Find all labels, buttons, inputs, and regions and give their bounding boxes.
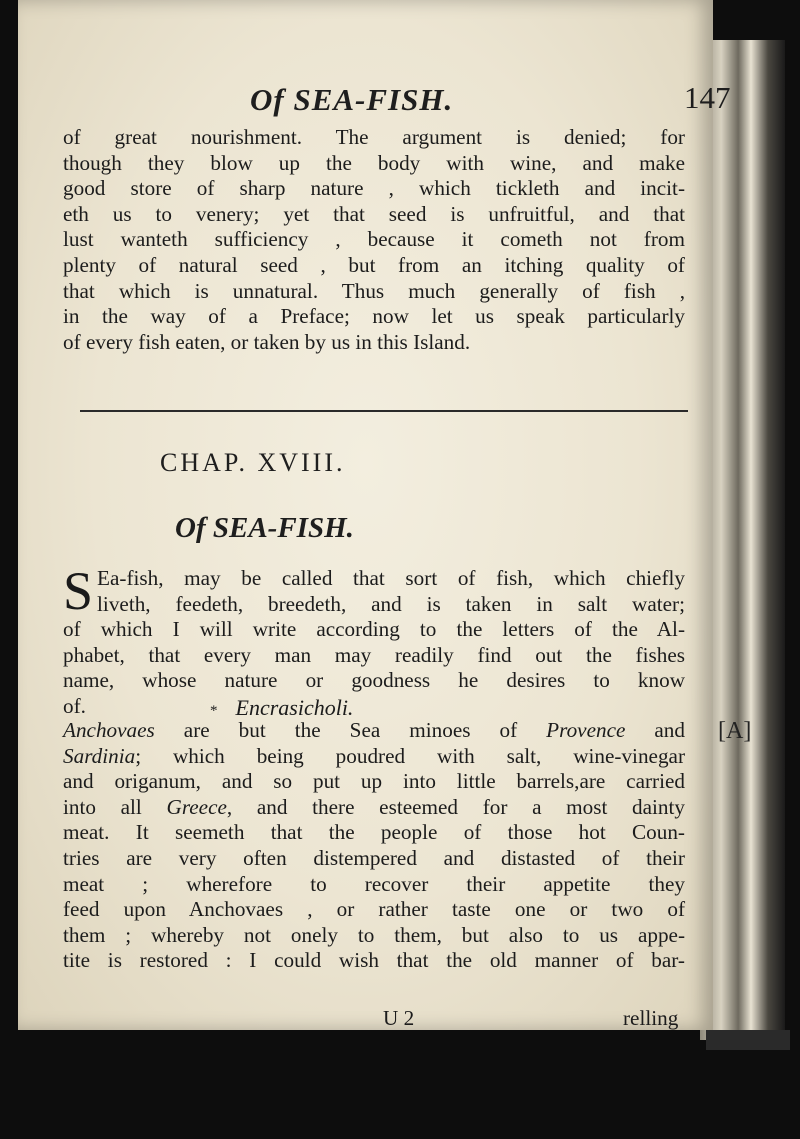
intro-line: lust wanteth sufficiency , because it cometh not from (63, 227, 685, 252)
body-line: of. (63, 693, 86, 718)
asterisk-mark: * (210, 703, 218, 719)
page-footer-line (63, 1006, 685, 1032)
intro-line: plenty of natural seed , but from an itching quality of (63, 252, 685, 277)
catchword: relling (623, 1006, 679, 1030)
intro-line: eth us to venery; yet that seed is unfruitful, and that (63, 201, 685, 226)
signature-mark: U 2 (383, 1006, 415, 1030)
place-name: Sardinia (63, 743, 136, 768)
entry-paragraph (63, 718, 685, 974)
entry-text: are but the Sea minoes of (154, 718, 547, 742)
intro-line: good store of sharp nature , which tickleth and incit- (63, 176, 685, 201)
entry-first-word: Anchovaes (63, 718, 155, 742)
drop-cap: S (63, 561, 94, 621)
page-edge-bottom (706, 1030, 790, 1050)
place-name: Provence (546, 718, 626, 742)
entry-text: and (625, 718, 685, 742)
intro-line: though they blow up the body with wine, and make (63, 150, 685, 175)
intro-line: of great nourishment. The argument is denied; for (63, 125, 685, 149)
body-line: liveth, feedeth, breedeth, and is taken in salt water; (97, 591, 685, 616)
place-name: Greece (166, 794, 227, 819)
margin-note: [A] (718, 718, 752, 744)
body-line: phabet, that every man may readily find out the fishes (63, 642, 685, 667)
entry-line: tries are very often distempered and distasted of their (63, 845, 685, 870)
entry-line (63, 744, 685, 770)
intro-line: of every fish eaten, or taken by us in this Island. (63, 329, 471, 354)
entry-text: , and there esteemed for a most dainty (226, 794, 686, 819)
body-line: name, whose nature or goodness he desires to know (63, 668, 685, 693)
body-line: of which I will write according to the letters of the Al- (63, 617, 685, 642)
entry-line: them ; whereby not onely to them, but also to us appe- (63, 922, 685, 947)
entry-text: ; which being poudred with salt, wine-vinegar (135, 743, 685, 768)
intro-line: that which is unnatural. Thus much generally of fish , (63, 278, 685, 303)
entry-heading-text: Encrasicholi. (235, 695, 354, 720)
entry-line: and origanum, and so put up into little barrels,are carried (63, 769, 685, 794)
section-rule (80, 410, 688, 412)
page-number: 147 (684, 80, 731, 115)
intro-paragraph (63, 125, 685, 355)
chapter-subtitle: Of SEA-FISH. (175, 512, 354, 544)
entry-line: meat. It seemeth that the people of those hot Coun- (63, 820, 685, 845)
entry-line: meat ; wherefore to recover their appetite they (63, 871, 685, 896)
entry-line: tite is restored : I could wish that the old manner of bar- (63, 948, 685, 973)
entry-line: feed upon Anchovaes , or rather taste one or two of (63, 897, 685, 922)
entry-line (63, 795, 685, 821)
intro-line: in the way of a Preface; now let us speak particularly (63, 304, 685, 329)
body-paragraph (63, 561, 685, 720)
entry-text: into all (63, 794, 167, 819)
entry-line (63, 718, 685, 744)
running-head: Of SEA-FISH. (250, 82, 454, 117)
chapter-title: CHAP. XVIII. (160, 448, 346, 477)
body-line: Ea-fish, may be called that sort of fish, which chiefly (97, 566, 685, 590)
